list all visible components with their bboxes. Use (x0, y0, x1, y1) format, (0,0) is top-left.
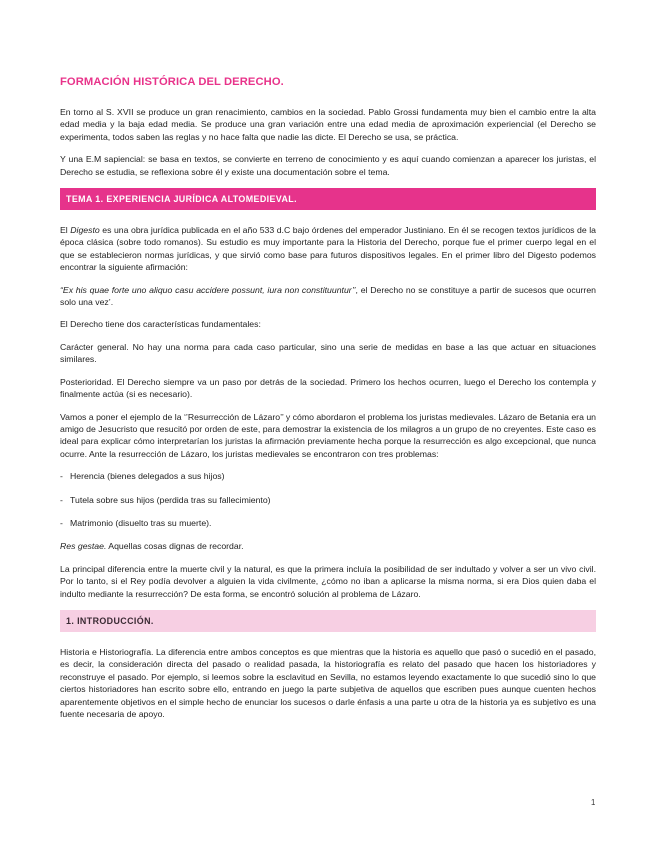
list-item-text: Matrimonio (disuelto tras su muerte). (70, 517, 212, 528)
list-item-text: Herencia (bienes delegados a sus hijos) (70, 471, 225, 482)
latin-quote: “Ex his quae forte uno aliquo casu accidere possunt, iura non constituuntur’’ (60, 284, 356, 295)
digesto-text-a: El (60, 225, 71, 236)
muerte-civil-paragraph: La principal diferencia entre la muerte civil y la natural, es que la primera incluía la posibilidad de ser indultado y volver a ser un vivo civil. Por lo tanto, si el Rey podía devolver a alguien la vida civilmente, ¿cómo no iban a aplicarse la misma norma, si era Dios quien daba el indulto mediante la resurrección? De esta forma, se encontró solución al problema de Lázaro. (60, 563, 596, 599)
list-item (60, 494, 596, 506)
list-item (60, 470, 596, 482)
bullet-dash: - (60, 471, 63, 482)
intro-paragraph-1: En torno al S. XVII se produce un gran renacimiento, cambios en la sociedad. Pablo Grossi fundamenta muy bien el cambio entre la alta edad media y la baja edad media. Se produce una gran variación entre una edad media de aproximación experiencial (el Derecho se experimenta, todos saben las reglas y no hace falta que nadie las dicte. El Derecho se usa, se práctica. (60, 107, 596, 142)
bullet-dash: - (60, 494, 63, 505)
res-gestae-definition: Aquellas cosas dignas de recordar. (106, 541, 244, 552)
digesto-paragraph (60, 224, 596, 274)
res-gestae-paragraph (60, 540, 596, 552)
caracter-general-paragraph: Carácter general. No hay una norma para cada caso particular, sino una serie de medidas en base a las que actuar en situaciones similares. (60, 341, 596, 365)
digesto-emphasis: Digesto (70, 225, 100, 236)
intro-paragraph-2: Y una E.M sapiencial: se basa en textos, se convierte en terreno de conocimiento y es aquí cuando comienzan a aparecer los juristas, el Derecho se estudia, se reflexiona sobre él y existe una documentación sobre el tema. (60, 154, 596, 177)
lazaro-paragraph: Vamos a poner el ejemplo de la ‘’Resurrección de Lázaro’’ y cómo abordaron el problema los juristas medievales. Lázaro de Betania era un amigo de Jesucristo que resucitó por orden de este, para demostrar la existencia de los milagros a un grupo de no creyentes. Este caso es ideal para explicar cómo interpretarían los juristas la afirmación previamente hecha porque la resurrección es algo excepcional, que nunca ocurre. Ante la resurrección de Lázaro, los juristas medievales se encontraron con tres problemas: (60, 411, 596, 459)
bullet-dash: - (60, 517, 63, 528)
latin-quote-translation: , el Derecho no se constituye a partir de sucesos que ocurren solo una vez’. (60, 284, 596, 308)
res-gestae-term: Res gestae. (60, 541, 107, 552)
document-title: FORMACIÓN HISTÓRICA DEL DERECHO. (60, 76, 284, 88)
section-heading-tema-1: TEMA 1. EXPERIENCIA JURÍDICA ALTOMEDIEVAL. (60, 188, 596, 210)
historiografia-paragraph: Historia e Historiografía. La diferencia entre ambos conceptos es que mientras que la historia es aquello que pasó o sucedió en el pasado, es decir, la consideración directa del pasado o realidad pasada, la historiografía es relato del pasado que hacen los historiadores y reconstruye el pasado. Por ejemplo, si leemos sobre la esclavitud en Sevilla, no estamos leyendo exactamente lo que sucedió sino lo que ciertos historiadores han escrito sobre ello, entrando en juego la parte subjetiva de aquellos que escriben pues aunque cuenten hechos aparentemente objetivos en el simple hecho de enunciar los sucesos o darle énfasis a una parte u otra de la historia ya es subjetivo es una fuente necesaria de apoyo. (60, 646, 596, 719)
section-heading-introduccion: 1. INTRODUCCIÓN. (60, 610, 596, 632)
page-number: 1 (591, 798, 596, 807)
document-content (60, 70, 596, 730)
caracteristicas-paragraph: El Derecho tiene dos características fundamentales: (60, 319, 261, 330)
digesto-text-b: es una obra jurídica publicada en el año 533 d.C bajo órdenes del emperador Justiniano. En él se recogen textos jurídicos de la época clásica (sobre todo romanos). Su estudio es muy importante para la Historia del Derecho, porque fue el primer cuerpo legal en el que se establecieron normas jurídicas, y que sirvió como base para futuros dispositivos legales. En el primer libro del Digesto podemos encontrar la siguiente afirmación: (60, 225, 597, 273)
latin-quote-paragraph (60, 284, 596, 309)
list-item (60, 517, 596, 529)
list-item-text: Tutela sobre sus hijos (perdida tras su fallecimiento) (70, 494, 271, 505)
problems-list (60, 470, 596, 529)
posterioridad-paragraph: Posterioridad. El Derecho siempre va un paso por detrás de la sociedad. Primero los hechos ocurren, luego el Derecho los contempla y finalmente actúa (si es necesario). (60, 376, 596, 400)
